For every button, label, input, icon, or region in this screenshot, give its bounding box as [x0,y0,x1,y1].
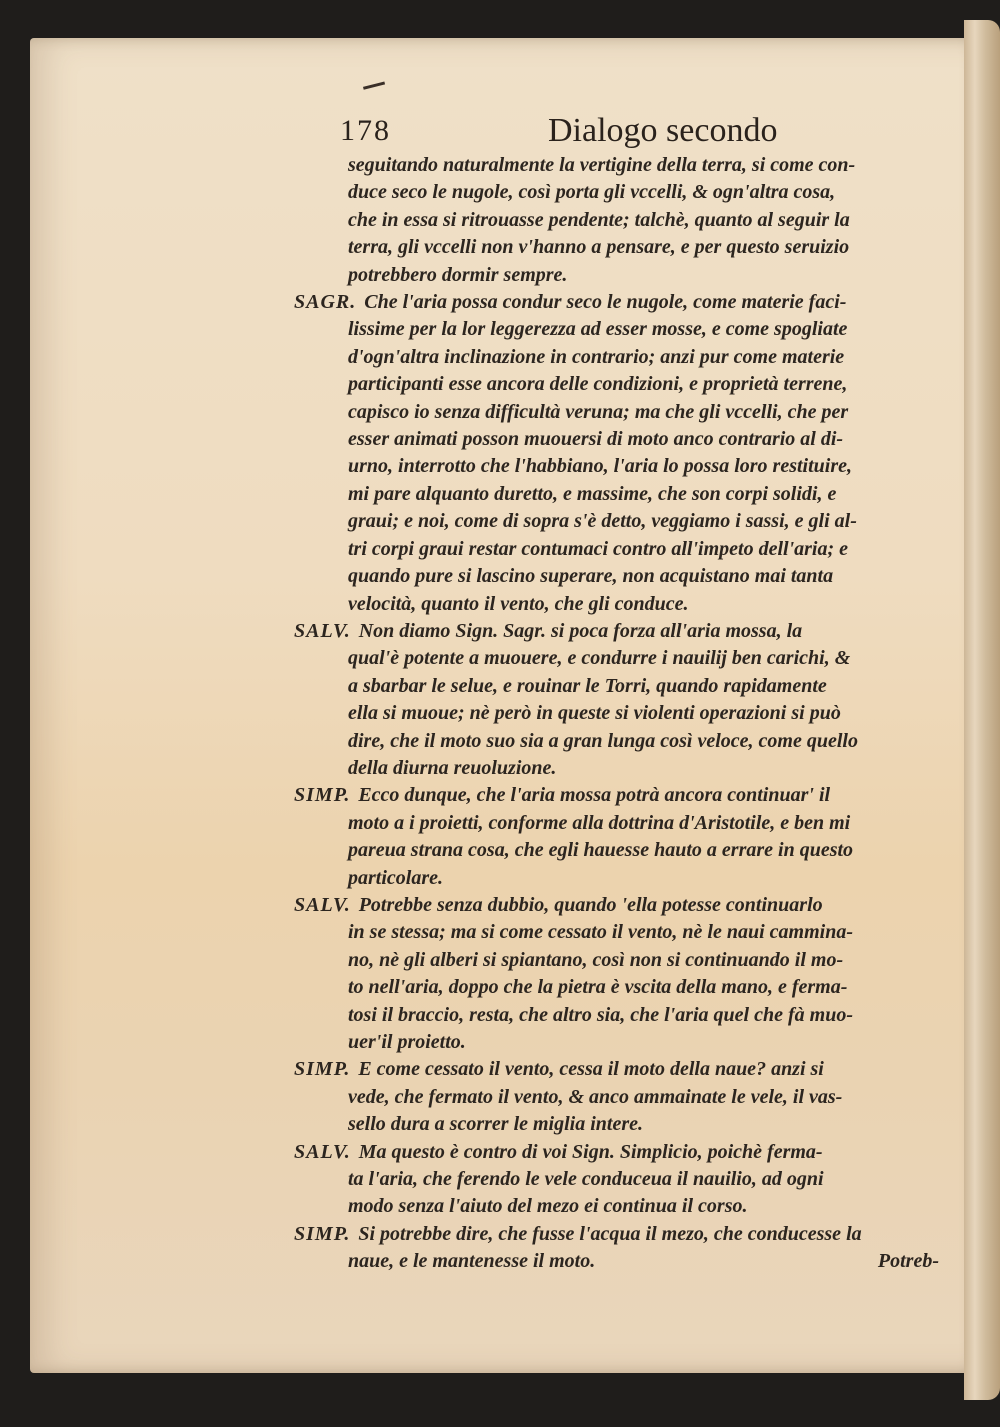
line-text: duce seco le nugole, così porta gli vccelli, & ogn'altra cosa, [348,181,836,204]
line-text: che in essa si ritrouasse pendente; talchè, quanto al seguir la [348,208,850,231]
line-text: modo senza l'aiuto del mezo ei continua il corso. [348,1195,748,1218]
line-text: uer'il proietto. [348,1031,466,1053]
line-text: dire, che il moto suo sia a gran lunga così veloce, come quello [348,729,858,752]
text-line [294,1139,939,1166]
speaker-label: SIMP. [294,1222,351,1245]
line-text: Si potrebbe dire, che fusse l'acqua il mezo, che conducesse la [358,1222,862,1245]
page-number: 178 [340,114,391,147]
paragraph [294,152,939,289]
text-line [294,262,939,289]
paragraph [294,618,939,782]
text-line [294,1166,939,1193]
paragraph [294,1139,939,1221]
text-line [294,508,939,535]
line-text: pareua strana cosa, che egli hauesse hauto a errare in questo [348,839,854,862]
line-text: della diurna reuoluzione. [348,756,557,779]
speaker-label: SIMP. [294,784,351,807]
text-line [294,1002,939,1029]
text-line [294,947,939,974]
text-line [294,919,939,946]
line-text: E come cessato il vento, cessa il moto della naue? anzi si [358,1058,824,1081]
speaker-label: SALV. [294,893,351,916]
line-text: Ecco dunque, che l'aria mossa potrà ancora continuar' il [358,784,831,807]
text-line [294,1056,939,1083]
paragraph [294,1221,939,1276]
text-line [294,618,939,645]
text-line [294,399,939,426]
text-line [294,207,939,234]
text-line [294,1111,939,1138]
line-text: seguitando naturalmente la vertigine della terra, si come con- [348,154,856,176]
line-text: particolare. [348,866,443,889]
catchword: Potreb- [877,1250,939,1273]
line-text: tri corpi graui restar contumaci contro all'impeto dell'aria; e [348,537,849,560]
text-line [294,700,939,727]
text-line [294,645,939,672]
speaker-label: SAGR. [294,291,357,314]
page-edge [964,20,1000,1400]
text-line [294,152,939,179]
line-text: Potrebbe senza dubbio, quando 'ella potesse continuarlo [358,893,823,916]
text-line [294,536,939,563]
line-text: no, nè gli alberi si spiantano, così non si continuando il mo- [348,948,844,971]
line-text: tosi il braccio, resta, che altro sia, che l'aria quel che fà muo- [348,1003,853,1026]
main-text [294,152,939,1276]
text-line [294,563,939,590]
text-line [294,1248,939,1275]
text-line [294,371,939,398]
page-header [330,108,790,156]
speaker-label: SALV. [294,1140,351,1163]
line-text: ta l'aria, che ferendo le vele conduceua il nauilio, ad ogni [348,1168,824,1191]
text-line [294,728,939,755]
text-line [294,344,939,371]
line-text: Che l'aria possa condur seco le nugole, come materie faci- [364,291,847,314]
line-text: to nell'aria, doppo che la pietra è vscita della mano, e ferma- [348,976,848,999]
line-text: sello dura a scorrer le miglia intere. [348,1113,643,1136]
line-text: vede, che fermato il vento, & anco ammainate le vele, il vas- [348,1085,843,1108]
paragraph [294,289,939,618]
text-line [294,755,939,782]
text-line [294,673,939,700]
line-text: capisco io senza difficultà veruna; ma che gli vccelli, che per [348,400,849,423]
speaker-label: SALV. [294,619,351,642]
text-line [294,1193,939,1220]
paragraph [294,892,939,1056]
line-text: quando pure si lascino superare, non acquistano mai tanta [348,565,834,588]
line-text: naue, e le mantenesse il moto. [348,1250,596,1273]
line-text: velocità, quanto il vento, che gli conduce. [348,592,689,615]
line-text: ella si muoue; nè però in queste si violenti operazioni si può [348,702,841,725]
text-line [294,179,939,206]
text-line [294,1221,939,1248]
text-line [294,782,939,809]
line-text: terra, gli vccelli non v'hanno a pensare, e per questo seruizio [348,236,850,259]
text-line [294,974,939,1001]
paragraph [294,782,939,892]
line-text: urno, interrotto che l'habbiano, l'aria lo possa loro restituire, [348,455,852,478]
line-text: Ma questo è contro di voi Sign. Simplicio, poichè ferma- [358,1140,823,1163]
line-text: qual'è potente a muouere, e condurre i nauilij ben carichi, & [348,647,851,670]
line-text: mi pare alquanto duretto, e massime, che son corpi solidi, e [348,482,837,505]
line-text: graui; e noi, come di sopra s'è detto, veggiamo i sassi, e gli al- [348,510,857,533]
text-line [294,1084,939,1111]
text-line [294,837,939,864]
line-text: d'ogn'altra inclinazione in contrario; anzi pur come materie [348,345,845,368]
text-line [294,1029,939,1056]
line-text: lissime per la lor leggerezza ad esser mosse, e come spogliate [348,318,848,341]
text-line [294,892,939,919]
text-line [294,316,939,343]
text-line [294,453,939,480]
text-line [294,810,939,837]
text-line [294,865,939,892]
text-line [294,426,939,453]
running-title: Dialogo secondo [548,112,778,149]
line-text: in se stessa; ma si come cessato il vento, nè le naui cammina- [348,921,853,944]
text-line [294,481,939,508]
paragraph [294,1056,939,1138]
line-text: potrebbero dormir sempre. [348,263,568,286]
line-text: moto a i proietti, conforme alla dottrina d'Aristotile, e ben mi [348,811,851,834]
text-line [294,234,939,261]
line-text: participanti esse ancora delle condizioni, e proprietà terrene, [348,373,848,396]
line-text: a sbarbar le selue, e rouinar le Torri, quando rapidamente [348,674,827,697]
text-line [294,591,939,618]
text-line [294,289,939,316]
line-text: esser animati posson muouersi di moto anco contrario al di- [348,428,844,451]
speaker-label: SIMP. [294,1058,351,1081]
line-text: Non diamo Sign. Sagr. si poca forza all'aria mossa, la [358,619,803,642]
